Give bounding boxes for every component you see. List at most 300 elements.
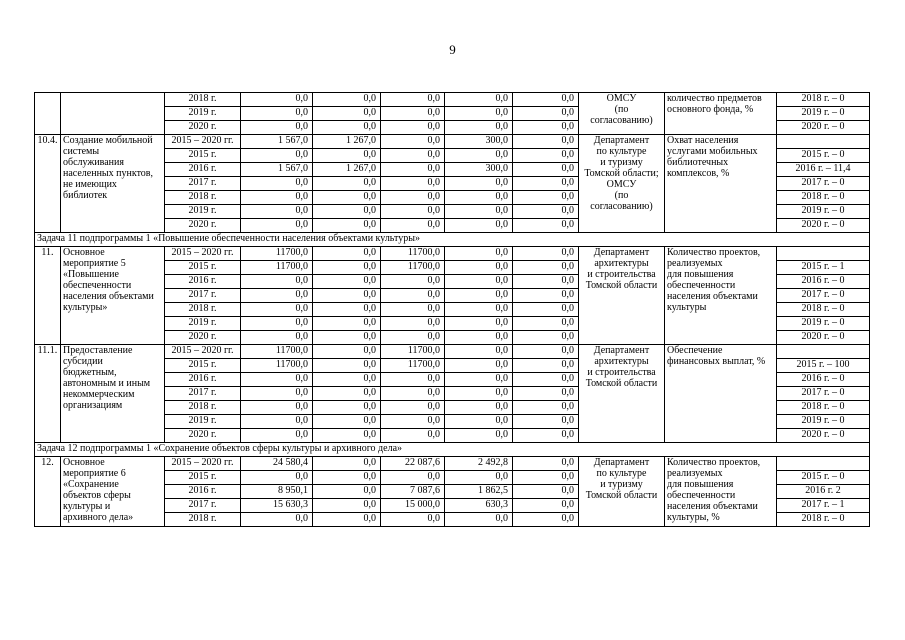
executor-cell-line: Департамент [593, 345, 650, 356]
item-name-cell [61, 247, 165, 345]
indicator-value-cell: 2017 г. – 1 [777, 499, 870, 513]
amount-cell: 0,0 [445, 317, 513, 331]
amount-cell: 11700,0 [241, 345, 313, 359]
item-name-cell-line: субсидии [63, 356, 103, 367]
amount-cell: 0,0 [513, 107, 579, 121]
amount-cell: 0,0 [241, 205, 313, 219]
amount-cell: 0,0 [513, 345, 579, 359]
indicator-cell [665, 345, 777, 443]
amount-cell: 0,0 [513, 513, 579, 527]
amount-cell: 0,0 [381, 205, 445, 219]
amount-cell: 0,0 [381, 219, 445, 233]
amount-cell: 0,0 [313, 499, 381, 513]
amount-cell: 0,0 [313, 275, 381, 289]
executor-cell-line: Томской области [585, 490, 658, 501]
indicator-cell-line: культуры, % [667, 512, 720, 523]
amount-cell: 15 630,3 [241, 499, 313, 513]
amount-cell: 0,0 [313, 121, 381, 135]
period-cell: 2017 г. [165, 499, 241, 513]
executor-cell-line: и туризму [600, 479, 643, 490]
amount-cell: 0,0 [313, 373, 381, 387]
indicator-value-cell: 2018 г. – 0 [777, 401, 870, 415]
period-cell: 2017 г. [165, 177, 241, 191]
amount-cell: 11700,0 [381, 247, 445, 261]
amount-cell: 0,0 [445, 303, 513, 317]
indicator-cell [665, 93, 777, 135]
executor-cell [579, 457, 665, 527]
period-cell: 2019 г. [165, 205, 241, 219]
amount-cell: 0,0 [241, 275, 313, 289]
amount-cell: 11700,0 [381, 359, 445, 373]
amount-cell: 630,3 [445, 499, 513, 513]
amount-cell: 0,0 [445, 261, 513, 275]
amount-cell: 24 580,4 [241, 457, 313, 471]
amount-cell: 0,0 [313, 359, 381, 373]
item-name-cell-line: объектов сферы [63, 490, 131, 501]
item-name-cell [61, 345, 165, 443]
item-name-cell-line: не имеющих [63, 179, 117, 190]
indicator-value-cell: 2015 г. – 1 [777, 261, 870, 275]
amount-cell: 0,0 [381, 135, 445, 149]
period-cell: 2018 г. [165, 93, 241, 107]
period-cell: 2020 г. [165, 331, 241, 345]
item-name-cell-line: Предоставление [63, 345, 133, 356]
indicator-value-cell: 2015 г. – 0 [777, 149, 870, 163]
executor-cell-line: и строительства [587, 269, 656, 280]
indicator-value-cell [777, 345, 870, 359]
item-name-cell-line: архивного дела» [63, 512, 134, 523]
indicator-cell-line: Количество проектов, [667, 457, 761, 468]
amount-cell: 0,0 [513, 429, 579, 443]
indicator-value-cell: 2019 г. – 0 [777, 317, 870, 331]
amount-cell: 0,0 [513, 289, 579, 303]
item-name-cell [61, 93, 165, 135]
period-cell: 2020 г. [165, 121, 241, 135]
executor-cell-line: Томской области; [584, 168, 659, 179]
amount-cell: 0,0 [445, 177, 513, 191]
amount-cell: 0,0 [381, 191, 445, 205]
amount-cell: 0,0 [241, 93, 313, 107]
amount-cell: 0,0 [445, 107, 513, 121]
item-number-cell: 11.1. [35, 345, 61, 443]
amount-cell: 22 087,6 [381, 457, 445, 471]
amount-cell: 0,0 [445, 513, 513, 527]
amount-cell: 0,0 [313, 149, 381, 163]
amount-cell: 0,0 [241, 387, 313, 401]
executor-cell [579, 345, 665, 443]
period-cell: 2018 г. [165, 401, 241, 415]
amount-cell: 0,0 [381, 373, 445, 387]
amount-cell: 0,0 [513, 387, 579, 401]
amount-cell: 0,0 [513, 401, 579, 415]
executor-cell-line: (по [614, 104, 629, 115]
amount-cell: 0,0 [381, 317, 445, 331]
amount-cell: 0,0 [241, 401, 313, 415]
period-cell: 2016 г. [165, 163, 241, 177]
executor-cell-line: архитектуры [594, 356, 649, 367]
amount-cell: 2 492,8 [445, 457, 513, 471]
amount-cell: 0,0 [313, 93, 381, 107]
amount-cell: 0,0 [241, 317, 313, 331]
amount-cell: 0,0 [381, 303, 445, 317]
amount-cell: 0,0 [241, 219, 313, 233]
amount-cell: 0,0 [381, 513, 445, 527]
period-cell: 2018 г. [165, 513, 241, 527]
indicator-cell-line: Охват населения [667, 135, 739, 146]
indicator-value-cell [777, 247, 870, 261]
amount-cell: 0,0 [513, 359, 579, 373]
amount-cell: 0,0 [445, 373, 513, 387]
amount-cell: 0,0 [241, 177, 313, 191]
amount-cell: 0,0 [381, 107, 445, 121]
amount-cell: 0,0 [313, 247, 381, 261]
period-cell: 2019 г. [165, 107, 241, 121]
indicator-cell-line: реализуемых [667, 258, 723, 269]
amount-cell: 300,0 [445, 163, 513, 177]
amount-cell: 0,0 [513, 247, 579, 261]
amount-cell: 0,0 [445, 331, 513, 345]
amount-cell: 0,0 [513, 261, 579, 275]
item-name-cell-line: населенных пунктов, [63, 168, 154, 179]
item-name-cell-line: системы [63, 146, 100, 157]
amount-cell: 0,0 [513, 93, 579, 107]
amount-cell: 0,0 [313, 429, 381, 443]
amount-cell: 0,0 [513, 191, 579, 205]
amount-cell: 0,0 [513, 163, 579, 177]
amount-cell: 0,0 [313, 457, 381, 471]
amount-cell: 0,0 [381, 429, 445, 443]
amount-cell: 0,0 [513, 331, 579, 345]
period-cell: 2016 г. [165, 373, 241, 387]
amount-cell: 0,0 [513, 177, 579, 191]
amount-cell: 0,0 [445, 149, 513, 163]
amount-cell: 0,0 [445, 471, 513, 485]
amount-cell: 0,0 [313, 289, 381, 303]
amount-cell: 0,0 [241, 121, 313, 135]
amount-cell: 0,0 [313, 177, 381, 191]
indicator-value-cell: 2016 г. – 11,4 [777, 163, 870, 177]
amount-cell: 0,0 [445, 415, 513, 429]
item-name-cell-line: «Повышение [63, 269, 119, 280]
indicator-cell [665, 135, 777, 233]
indicator-value-cell: 2020 г. – 0 [777, 219, 870, 233]
indicator-cell-line: населения объектами [667, 291, 758, 302]
amount-cell: 0,0 [513, 485, 579, 499]
indicator-value-cell: 2020 г. – 0 [777, 331, 870, 345]
indicator-cell-line: Количество проектов, [667, 247, 761, 258]
task-row [35, 443, 870, 457]
indicator-value-cell: 2020 г. – 0 [777, 121, 870, 135]
item-name-cell-line: Основное [63, 457, 105, 468]
amount-cell: 0,0 [313, 387, 381, 401]
amount-cell: 0,0 [445, 121, 513, 135]
indicator-cell-line: основного фонда, % [667, 104, 754, 115]
period-cell: 2017 г. [165, 387, 241, 401]
amount-cell: 0,0 [241, 415, 313, 429]
period-cell: 2018 г. [165, 191, 241, 205]
indicator-value-cell: 2019 г. – 0 [777, 107, 870, 121]
period-cell: 2015 г. [165, 149, 241, 163]
item-name-cell-line: организациям [63, 400, 123, 411]
amount-cell: 1 862,5 [445, 485, 513, 499]
indicator-cell-line: комплексов, % [667, 168, 730, 179]
amount-cell: 0,0 [445, 219, 513, 233]
amount-cell: 0,0 [313, 331, 381, 345]
indicator-value-cell: 2015 г. – 100 [777, 359, 870, 373]
amount-cell: 0,0 [381, 275, 445, 289]
indicator-value-cell: 2015 г. – 0 [777, 471, 870, 485]
executor-cell-line: Департамент [593, 135, 650, 146]
item-number-cell: 10.4. [35, 135, 61, 233]
amount-cell: 0,0 [313, 303, 381, 317]
task-heading: Задача 12 подпрограммы 1 «Сохранение объектов сферы культуры и архивного дела» [35, 443, 870, 457]
indicator-value-cell [777, 457, 870, 471]
item-name-cell-line: «Сохранение [63, 479, 119, 490]
amount-cell: 0,0 [313, 471, 381, 485]
indicator-value-cell: 2020 г. – 0 [777, 429, 870, 443]
executor-cell-line: архитектуры [594, 258, 649, 269]
amount-cell: 0,0 [513, 121, 579, 135]
indicator-cell [665, 457, 777, 527]
amount-cell: 11700,0 [241, 247, 313, 261]
indicator-cell-line: обеспеченности [667, 490, 736, 501]
period-cell: 2016 г. [165, 275, 241, 289]
amount-cell: 11700,0 [241, 261, 313, 275]
amount-cell: 0,0 [241, 107, 313, 121]
amount-cell: 0,0 [445, 191, 513, 205]
amount-cell: 0,0 [381, 121, 445, 135]
table-row [35, 247, 870, 261]
amount-cell: 0,0 [313, 191, 381, 205]
period-cell: 2020 г. [165, 219, 241, 233]
amount-cell: 0,0 [513, 275, 579, 289]
executor-cell [579, 135, 665, 233]
indicator-cell [665, 247, 777, 345]
item-name-cell-line: автономным и иным [63, 378, 151, 389]
amount-cell: 0,0 [445, 289, 513, 303]
amount-cell: 0,0 [241, 149, 313, 163]
amount-cell: 11700,0 [241, 359, 313, 373]
item-name-cell-line: обеспеченности [63, 280, 132, 291]
amount-cell: 0,0 [445, 345, 513, 359]
period-cell: 2015 – 2020 гг. [165, 457, 241, 471]
amount-cell: 300,0 [445, 135, 513, 149]
period-cell: 2018 г. [165, 303, 241, 317]
amount-cell: 0,0 [381, 401, 445, 415]
indicator-value-cell: 2016 г. – 0 [777, 275, 870, 289]
amount-cell: 0,0 [445, 275, 513, 289]
item-name-cell [61, 135, 165, 233]
item-number-cell [35, 93, 61, 135]
task-row [35, 233, 870, 247]
executor-cell-line: Департамент [593, 247, 650, 258]
indicator-value-cell: 2016 г. 2 [777, 485, 870, 499]
executor-cell-line: Томской области [585, 378, 658, 389]
executor-cell-line: и строительства [587, 367, 656, 378]
indicator-value-cell: 2019 г. – 0 [777, 205, 870, 219]
indicator-value-cell: 2016 г. – 0 [777, 373, 870, 387]
amount-cell: 0,0 [445, 429, 513, 443]
program-table [34, 92, 870, 527]
amount-cell: 0,0 [381, 471, 445, 485]
item-name-cell-line: Основное [63, 247, 105, 258]
amount-cell: 0,0 [445, 205, 513, 219]
page-number: 9 [449, 42, 456, 57]
item-number-cell: 11. [35, 247, 61, 345]
indicator-cell-line: количество предметов [667, 93, 762, 104]
amount-cell: 0,0 [313, 345, 381, 359]
amount-cell: 15 000,0 [381, 499, 445, 513]
amount-cell: 0,0 [313, 261, 381, 275]
indicator-cell-line: библиотечных [667, 157, 729, 168]
amount-cell: 0,0 [445, 93, 513, 107]
amount-cell: 0,0 [381, 387, 445, 401]
table-row [35, 457, 870, 471]
item-name-cell-line: культуры и [63, 501, 111, 512]
item-name-cell-line: бюджетным, [63, 367, 117, 378]
amount-cell: 0,0 [241, 513, 313, 527]
indicator-value-cell: 2017 г. – 0 [777, 177, 870, 191]
amount-cell: 0,0 [313, 415, 381, 429]
task-heading: Задача 11 подпрограммы 1 «Повышение обеспеченности населения объектами культуры» [35, 233, 870, 247]
executor-cell-line: по культуре [596, 146, 647, 157]
item-name-cell [61, 457, 165, 527]
executor-cell-line: и туризму [600, 157, 643, 168]
amount-cell: 0,0 [513, 135, 579, 149]
amount-cell: 0,0 [513, 471, 579, 485]
table-row [35, 135, 870, 149]
amount-cell: 0,0 [313, 205, 381, 219]
amount-cell: 0,0 [381, 163, 445, 177]
amount-cell: 1 567,0 [241, 135, 313, 149]
amount-cell: 0,0 [513, 457, 579, 471]
indicator-value-cell: 2017 г. – 0 [777, 387, 870, 401]
item-name-cell-line: некоммерческим [63, 389, 135, 400]
amount-cell: 0,0 [381, 93, 445, 107]
amount-cell: 1 267,0 [313, 135, 381, 149]
period-cell: 2015 г. [165, 261, 241, 275]
item-name-cell-line: обслуживания [63, 157, 124, 168]
amount-cell: 0,0 [313, 513, 381, 527]
amount-cell: 0,0 [445, 387, 513, 401]
item-name-cell-line: библиотек [63, 190, 108, 201]
indicator-cell-line: финансовых выплат, % [667, 356, 766, 367]
indicator-cell-line: населения объектами [667, 501, 758, 512]
executor-cell-line: ОМСУ [606, 93, 637, 104]
item-name-cell-line: Создание мобильной [63, 135, 153, 146]
amount-cell: 0,0 [445, 247, 513, 261]
amount-cell: 0,0 [445, 401, 513, 415]
executor-cell-line: (по [614, 190, 629, 201]
amount-cell: 1 267,0 [313, 163, 381, 177]
amount-cell: 7 087,6 [381, 485, 445, 499]
amount-cell: 11700,0 [381, 261, 445, 275]
indicator-cell-line: культуры [667, 302, 707, 313]
item-name-cell-line: мероприятие 6 [63, 468, 126, 479]
executor-cell [579, 247, 665, 345]
indicator-value-cell [777, 135, 870, 149]
indicator-cell-line: реализуемых [667, 468, 723, 479]
executor-cell-line: Томской области [585, 280, 658, 291]
amount-cell: 0,0 [313, 485, 381, 499]
period-cell: 2015 г. [165, 471, 241, 485]
executor-cell-line: по культуре [596, 468, 647, 479]
period-cell: 2020 г. [165, 429, 241, 443]
amount-cell: 0,0 [381, 177, 445, 191]
amount-cell: 0,0 [313, 107, 381, 121]
item-name-cell-line: мероприятие 5 [63, 258, 126, 269]
table-row [35, 93, 870, 107]
period-cell: 2015 – 2020 гг. [165, 345, 241, 359]
amount-cell: 1 567,0 [241, 163, 313, 177]
amount-cell: 0,0 [513, 499, 579, 513]
period-cell: 2017 г. [165, 289, 241, 303]
period-cell: 2016 г. [165, 485, 241, 499]
table-row [35, 345, 870, 359]
amount-cell: 0,0 [313, 401, 381, 415]
executor-cell-line: согласованию) [590, 115, 653, 126]
amount-cell: 0,0 [381, 331, 445, 345]
amount-cell: 11700,0 [381, 345, 445, 359]
item-name-cell-line: населения объектами [63, 291, 154, 302]
amount-cell: 0,0 [313, 317, 381, 331]
executor-cell [579, 93, 665, 135]
period-cell: 2015 г. [165, 359, 241, 373]
indicator-cell-line: услугами мобильных [667, 146, 758, 157]
amount-cell: 0,0 [241, 429, 313, 443]
indicator-cell-line: обеспеченности [667, 280, 736, 291]
amount-cell: 0,0 [381, 415, 445, 429]
indicator-cell-line: Обеспечение [667, 345, 723, 356]
amount-cell: 0,0 [513, 415, 579, 429]
amount-cell: 0,0 [241, 331, 313, 345]
indicator-value-cell: 2018 г. – 0 [777, 93, 870, 107]
amount-cell: 0,0 [241, 191, 313, 205]
indicator-cell-line: для повышения [667, 269, 734, 280]
executor-cell-line: ОМСУ [606, 179, 637, 190]
amount-cell: 0,0 [313, 219, 381, 233]
indicator-value-cell: 2018 г. – 0 [777, 513, 870, 527]
indicator-value-cell: 2018 г. – 0 [777, 191, 870, 205]
period-cell: 2015 – 2020 гг. [165, 247, 241, 261]
amount-cell: 0,0 [241, 289, 313, 303]
period-cell: 2015 – 2020 гг. [165, 135, 241, 149]
indicator-value-cell: 2019 г. – 0 [777, 415, 870, 429]
period-cell: 2019 г. [165, 415, 241, 429]
executor-cell-line: Департамент [593, 457, 650, 468]
amount-cell: 0,0 [513, 205, 579, 219]
item-name-cell-line: культуры» [63, 302, 108, 313]
amount-cell: 8 950,1 [241, 485, 313, 499]
amount-cell: 0,0 [445, 359, 513, 373]
item-number-cell: 12. [35, 457, 61, 527]
amount-cell: 0,0 [241, 303, 313, 317]
amount-cell: 0,0 [513, 373, 579, 387]
amount-cell: 0,0 [241, 373, 313, 387]
period-cell: 2019 г. [165, 317, 241, 331]
indicator-cell-line: для повышения [667, 479, 734, 490]
amount-cell: 0,0 [381, 149, 445, 163]
amount-cell: 0,0 [513, 219, 579, 233]
executor-cell-line: согласованию) [590, 201, 653, 212]
amount-cell: 0,0 [513, 149, 579, 163]
indicator-value-cell: 2018 г. – 0 [777, 303, 870, 317]
amount-cell: 0,0 [513, 303, 579, 317]
amount-cell: 0,0 [241, 471, 313, 485]
amount-cell: 0,0 [513, 317, 579, 331]
amount-cell: 0,0 [381, 289, 445, 303]
indicator-value-cell: 2017 г. – 0 [777, 289, 870, 303]
